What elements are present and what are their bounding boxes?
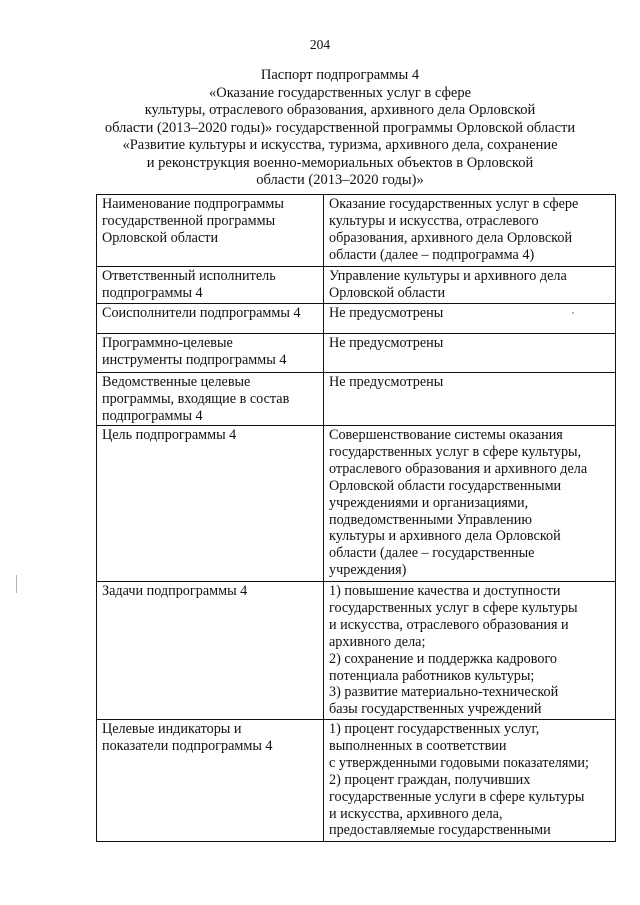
scan-dot <box>572 312 574 314</box>
cell-line: и искусства, отраслевого образования и <box>329 616 569 633</box>
cell-line: Задачи подпрограммы 4 <box>102 583 248 599</box>
cell-line: Ответственный исполнитель <box>102 268 276 284</box>
value-cell <box>324 373 616 426</box>
table-row-instruments <box>97 334 616 373</box>
passport-title <box>70 67 610 190</box>
label-cell <box>97 304 324 334</box>
table-row-departmental-programs <box>97 373 616 426</box>
passport-table <box>96 194 616 842</box>
cell-line: государственных услуг в сфере культуры <box>329 599 578 616</box>
cell-line: 1) процент государственных услуг, <box>329 721 540 737</box>
value-cell <box>324 720 616 842</box>
table-row-goal <box>97 426 616 582</box>
value-cell <box>324 582 616 720</box>
cell-line: культуры и искусства, отраслевого <box>329 212 539 229</box>
table-row-responsible <box>97 267 616 304</box>
cell-line: образования, архивного дела Орловской <box>329 229 573 246</box>
cell-line: отраслевого образования и архивного дела <box>329 460 588 477</box>
label-cell <box>97 426 324 582</box>
value-cell <box>324 195 616 267</box>
cell-line: 2) сохранение и поддержка кадрового <box>329 650 558 667</box>
cell-line: области (далее – государственные <box>329 545 535 562</box>
cell-line: Совершенствование системы оказания <box>329 427 563 443</box>
value-cell <box>324 426 616 582</box>
value-cell <box>324 267 616 304</box>
cell-line: государственной программы <box>102 212 276 229</box>
table-row-co-executors <box>97 304 616 334</box>
cell-line: подпрограммы 4 <box>102 407 203 424</box>
label-cell <box>97 582 324 720</box>
scan-mark <box>16 575 17 593</box>
cell-line: Орловской области <box>102 229 219 246</box>
cell-line: подпрограммы 4 <box>102 284 203 301</box>
value-cell <box>324 304 616 334</box>
cell-line: предоставляемые государственными <box>329 822 551 839</box>
cell-line: Оказание государственных услуг в сфере <box>329 196 579 212</box>
cell-line: Управление культуры и архивного дела <box>329 268 567 284</box>
cell-line: Орловской области государственными <box>329 477 562 494</box>
cell-line: учреждения) <box>329 562 407 579</box>
cell-line: базы государственных учреждений <box>329 701 542 718</box>
title-line: области (2013–2020 годы)» <box>256 172 424 188</box>
value-cell <box>324 334 616 373</box>
cell-line: Наименование подпрограммы <box>102 196 284 212</box>
cell-line: инструменты подпрограммы 4 <box>102 351 287 368</box>
table-row-indicators <box>97 720 616 842</box>
title-line: культуры, отраслевого образования, архивного дела Орловской <box>144 102 536 118</box>
cell-line: 3) развитие материально-технической <box>329 684 559 701</box>
cell-line: программы, входящие в состав <box>102 390 290 407</box>
cell-line: Соисполнители подпрограммы 4 <box>102 305 301 321</box>
label-cell <box>97 195 324 267</box>
cell-line: 1) повышение качества и доступности <box>329 583 561 599</box>
title-line: области (2013–2020 годы)» государственной программы Орловской области <box>104 119 576 136</box>
cell-line: потенциала работников культуры; <box>329 667 535 684</box>
cell-line: Не предусмотрены <box>329 335 444 351</box>
title-line: «Оказание государственных услуг в сфере <box>208 84 472 101</box>
label-cell <box>97 334 324 373</box>
cell-line: Не предусмотрены <box>329 374 444 390</box>
cell-line: Ведомственные целевые <box>102 374 251 390</box>
title-line: «Развитие культуры и искусства, туризма, архивного дела, сохранение <box>122 137 558 153</box>
cell-line: Орловской области <box>329 284 446 301</box>
title-line: Паспорт подпрограммы 4 <box>260 67 420 83</box>
cell-line: государственные услуги в сфере культуры <box>329 788 585 805</box>
page-number: 204 <box>309 37 331 52</box>
label-cell <box>97 720 324 842</box>
cell-line: и искусства, архивного дела, <box>329 805 503 822</box>
cell-line: государственных услуг в сфере культуры, <box>329 443 582 460</box>
table-row-tasks <box>97 582 616 720</box>
cell-line: 2) процент граждан, получивших <box>329 771 531 788</box>
table-row-subprogram-name <box>97 195 616 267</box>
cell-line: архивного дела; <box>329 633 426 650</box>
label-cell <box>97 267 324 304</box>
cell-line: с утвержденными годовыми показателями; <box>329 754 589 771</box>
cell-line: Целевые индикаторы и <box>102 721 242 737</box>
cell-line: выполненных в соответствии <box>329 737 507 754</box>
cell-line: подведомственными Управлению <box>329 511 532 528</box>
label-cell <box>97 373 324 426</box>
cell-line: показатели подпрограммы 4 <box>102 737 273 754</box>
cell-line: культуры и архивного дела Орловской <box>329 528 561 545</box>
title-line: и реконструкция военно-мемориальных объектов в Орловской <box>146 154 534 171</box>
cell-line: Не предусмотрены <box>329 305 444 321</box>
cell-line: учреждениями и организациями, <box>329 494 529 511</box>
cell-line: Цель подпрограммы 4 <box>102 427 237 443</box>
cell-line: области (далее – подпрограмма 4) <box>329 246 535 263</box>
cell-line: Программно-целевые <box>102 335 233 351</box>
